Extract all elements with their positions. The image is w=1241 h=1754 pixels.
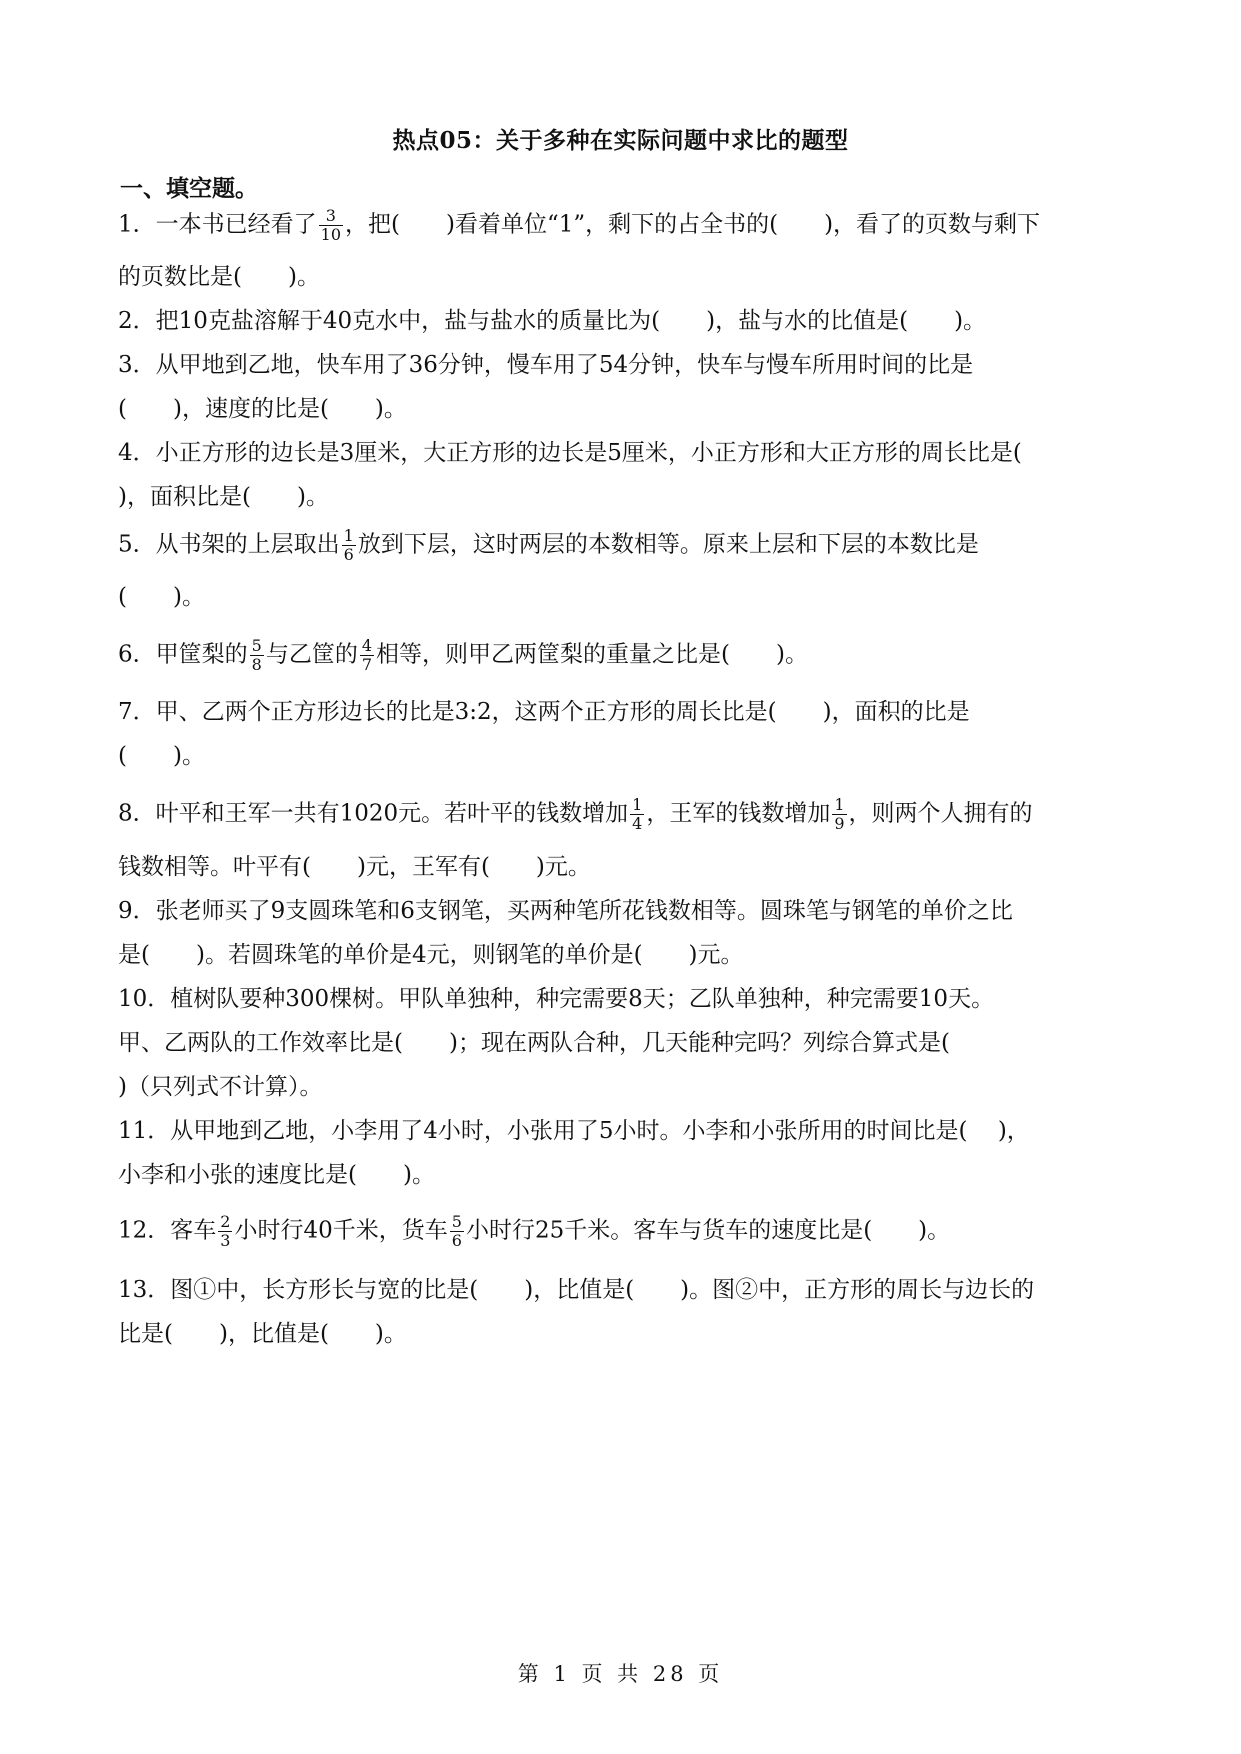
fraction: [630, 796, 644, 833]
fraction-numerator: 5: [251, 636, 262, 655]
question-8-line-2: 钱数相等。叶平有( )元，王军有( )元。: [118, 854, 591, 880]
question-13-line-2: 比是( )，比值是( )。: [118, 1321, 407, 1347]
fraction-numerator: 2: [220, 1212, 231, 1231]
fraction: [832, 796, 846, 833]
page-footer: 第 1 页 共 28 页: [517, 1662, 724, 1686]
question-12: [118, 1213, 950, 1250]
question-7-line-2: ( )。: [118, 743, 205, 769]
fraction-numerator: 5: [451, 1212, 462, 1231]
question-5-text: 放到下层，这时两层的本数相等。原来上层和下层的本数比是: [357, 531, 979, 558]
page-title: 热点05：关于多种在实际问题中求比的题型: [392, 127, 849, 154]
question-5-line-1: [118, 527, 979, 564]
fraction: [450, 1213, 464, 1250]
question-1-line-1: [118, 207, 1040, 244]
fraction-numerator: 4: [361, 636, 373, 655]
fraction: [250, 637, 264, 674]
fraction-denominator: 10: [320, 225, 341, 244]
fraction-numerator: 1: [343, 526, 354, 545]
question-5-text: 5．从书架的上层取出: [118, 531, 340, 558]
question-1-text: ，把( )看着单位“1”，剩下的占全书的( )，看了的页数与剩下: [345, 211, 1041, 238]
question-1-line-2: 的页数比是( )。: [118, 264, 320, 290]
question-8-text: ，则两个人拥有的: [848, 800, 1033, 827]
question-12-text: 12．客车: [118, 1217, 217, 1244]
question-11-line-1: 11．从甲地到乙地，小李用了4小时，小张用了5小时。小李和小张所用的时间比是( )，: [118, 1118, 1030, 1144]
question-1-text: 1．一本书已经看了: [118, 211, 317, 238]
fraction-numerator: 1: [632, 795, 643, 814]
question-6: [118, 637, 808, 674]
question-9-line-2: 是( )。若圆珠笔的单价是4元，则钢笔的单价是( )元。: [118, 942, 744, 968]
question-6-text: 6．甲筐梨的: [118, 641, 248, 668]
question-6-text: 相等，则甲乙两筐梨的重量之比是( )。: [376, 641, 808, 668]
fraction-denominator: 9: [834, 814, 845, 833]
fraction: [319, 207, 343, 244]
question-8-line-1: [118, 796, 1033, 833]
fraction-denominator: 7: [361, 655, 373, 674]
section-heading: 一、填空题。: [120, 175, 258, 202]
question-4-line-1: 4．小正方形的边长是3厘米，大正方形的边长是5厘米，小正方形和大正方形的周长比是(: [118, 440, 1022, 466]
fraction: [360, 637, 374, 674]
question-7-line-1: 7．甲、乙两个正方形边长的比是3:2，这两个正方形的周长比是( )，面积的比是: [118, 699, 970, 725]
question-10-line-1: 10．植树队要种300棵树。甲队单独种，种完需要8天；乙队单独种，种完需要10天。: [118, 986, 995, 1012]
question-12-text: 小时行40千米，货车: [234, 1217, 448, 1244]
fraction-numerator: 3: [325, 206, 336, 225]
fraction-denominator: 3: [220, 1231, 231, 1250]
question-4-line-2: )，面积比是( )。: [118, 484, 329, 510]
question-9-line-1: 9．张老师买了9支圆珠笔和6支钢笔，买两种笔所花钱数相等。圆珠笔与钢笔的单价之比: [118, 898, 1013, 924]
fraction-denominator: 6: [343, 545, 354, 564]
question-3-line-1: 3．从甲地到乙地，快车用了36分钟，慢车用了54分钟，快车与慢车所用时间的比是: [118, 352, 974, 378]
fraction-denominator: 4: [632, 814, 643, 833]
question-10-line-2: 甲、乙两队的工作效率比是( )；现在两队合种，几天能种完吗？列综合算式是(: [118, 1030, 950, 1056]
fraction: [218, 1213, 232, 1250]
question-11-line-2: 小李和小张的速度比是( )。: [118, 1162, 435, 1188]
question-13-line-1: 13．图①中，长方形长与宽的比是( )，比值是( )。图②中，正方形的周长与边长的: [118, 1277, 1035, 1303]
question-3-line-2: ( )，速度的比是( )。: [118, 396, 407, 422]
fraction-denominator: 8: [251, 655, 262, 674]
fraction-numerator: 1: [834, 795, 845, 814]
question-8-text: 8．叶平和王军一共有1020元。若叶平的钱数增加: [118, 800, 629, 827]
fraction: [342, 527, 356, 564]
question-12-text: 小时行25千米。客车与货车的速度比是( )。: [465, 1217, 951, 1244]
question-2: 2．把10克盐溶解于40克水中，盐与盐水的质量比为( )，盐与水的比值是( )。: [118, 308, 987, 334]
question-8-text: ，王军的钱数增加: [646, 800, 831, 827]
question-5-line-2: ( )。: [118, 584, 205, 610]
question-6-text: 与乙筐的: [265, 641, 358, 668]
question-10-line-3: )（只列式不计算）。: [118, 1074, 323, 1100]
fraction-denominator: 6: [451, 1231, 462, 1250]
